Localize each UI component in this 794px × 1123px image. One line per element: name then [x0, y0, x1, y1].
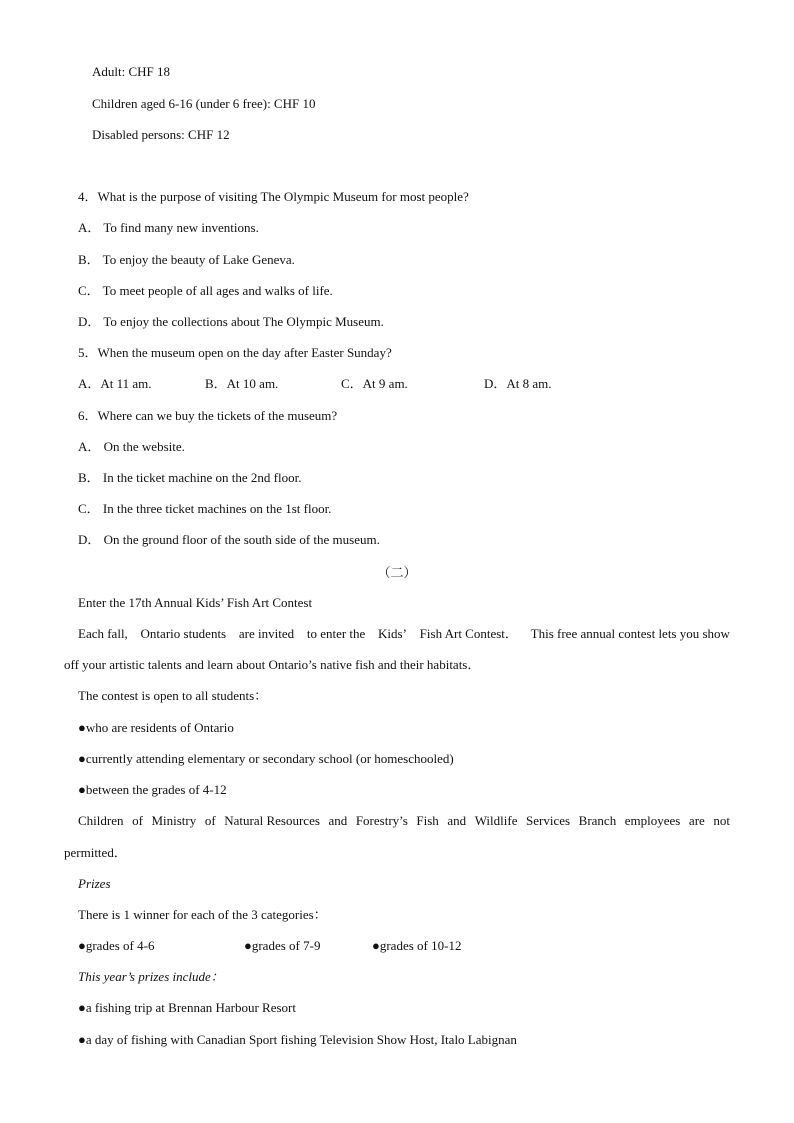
q4-option-b: B． To enjoy the beauty of Lake Geneva. [78, 252, 295, 267]
word: of [204, 813, 216, 828]
price-children: Children aged 6-16 (under 6 free): CHF 10 [92, 96, 316, 111]
prizes-include: This year’s prizes include： [78, 969, 224, 984]
word: Branch [578, 813, 617, 828]
word: Ministry [151, 813, 197, 828]
word: Services [526, 813, 571, 828]
question-5: 5．When the museum open on the day after Easter Sunday? [78, 345, 392, 360]
word: are [688, 813, 705, 828]
word: Each fall, [78, 626, 128, 641]
paragraph-1-line-2: off your artistic talents and learn about Ontario’s native fish and their habitats． [64, 657, 481, 672]
word: Children [78, 813, 124, 828]
q5-option-b: B．At 10 am. [205, 376, 279, 391]
word: and [447, 813, 467, 828]
word: Ontario students [140, 626, 227, 641]
q4-option-c: C． To meet people of all ages and walks of life. [78, 283, 333, 298]
category-item: ●grades of 10-12 [372, 938, 462, 953]
section-heading: （二） [377, 565, 417, 580]
word: Kids’ [378, 626, 407, 641]
word: This free annual contest lets you show [530, 626, 730, 641]
question-4: 4．What is the purpose of visiting The Olympic Museum for most people? [78, 189, 469, 204]
prize-item: ●a day of fishing with Canadian Sport fishing Television Show Host, Italo Labignan [78, 1032, 517, 1047]
category-item: ●grades of 7-9 [244, 938, 321, 953]
q6-option-c: C． In the three ticket machines on the 1st floor. [78, 501, 332, 516]
word: of [132, 813, 143, 828]
category-item: ●grades of 4-6 [78, 938, 155, 953]
price-disabled: Disabled persons: CHF 12 [92, 127, 230, 142]
word: Wildlife [474, 813, 518, 828]
paragraph-2-line-1 [78, 813, 730, 829]
word: not [713, 813, 730, 828]
q6-option-d: D． On the ground floor of the south side of the museum. [78, 532, 380, 547]
price-adult: Adult: CHF 18 [92, 64, 171, 79]
eligibility-bullet: ●who are residents of Ontario [78, 720, 234, 735]
word: Natural Resources [224, 813, 320, 828]
q4-option-a: A． To find many new inventions. [78, 220, 259, 235]
q6-option-b: B． In the ticket machine on the 2nd floor. [78, 470, 302, 485]
prize-item: ●a fishing trip at Brennan Harbour Resort [78, 1000, 296, 1015]
passage-title: Enter the 17th Annual Kids’ Fish Art Contest [78, 595, 313, 610]
word: Forestry’s [355, 813, 408, 828]
q5-option-c: C．At 9 am. [341, 376, 408, 391]
word: Fish Art Contest． [419, 626, 518, 641]
q5-option-d: D．At 8 am. [484, 376, 552, 391]
eligibility-bullet: ●between the grades of 4-12 [78, 782, 227, 797]
eligibility-bullet: ●currently attending elementary or secondary school (or homeschooled) [78, 751, 454, 766]
word: Fish [416, 813, 439, 828]
prizes-label: Prizes [78, 876, 111, 891]
word: to enter the [306, 626, 366, 641]
q5-option-a: A．At 11 am. [78, 376, 152, 391]
word: and [328, 813, 348, 828]
winner-line: There is 1 winner for each of the 3 categories： [78, 907, 327, 922]
paragraph-2-line-2: permitted． [64, 845, 127, 860]
word: are invited [238, 626, 295, 641]
q6-option-a: A． On the website. [78, 439, 185, 454]
word: employees [624, 813, 681, 828]
contest-open-to: The contest is open to all students： [78, 688, 268, 703]
question-6: 6．Where can we buy the tickets of the museum? [78, 408, 338, 423]
q4-option-d: D． To enjoy the collections about The Olympic Museum. [78, 314, 384, 329]
paragraph-1-line-1 [78, 626, 730, 642]
